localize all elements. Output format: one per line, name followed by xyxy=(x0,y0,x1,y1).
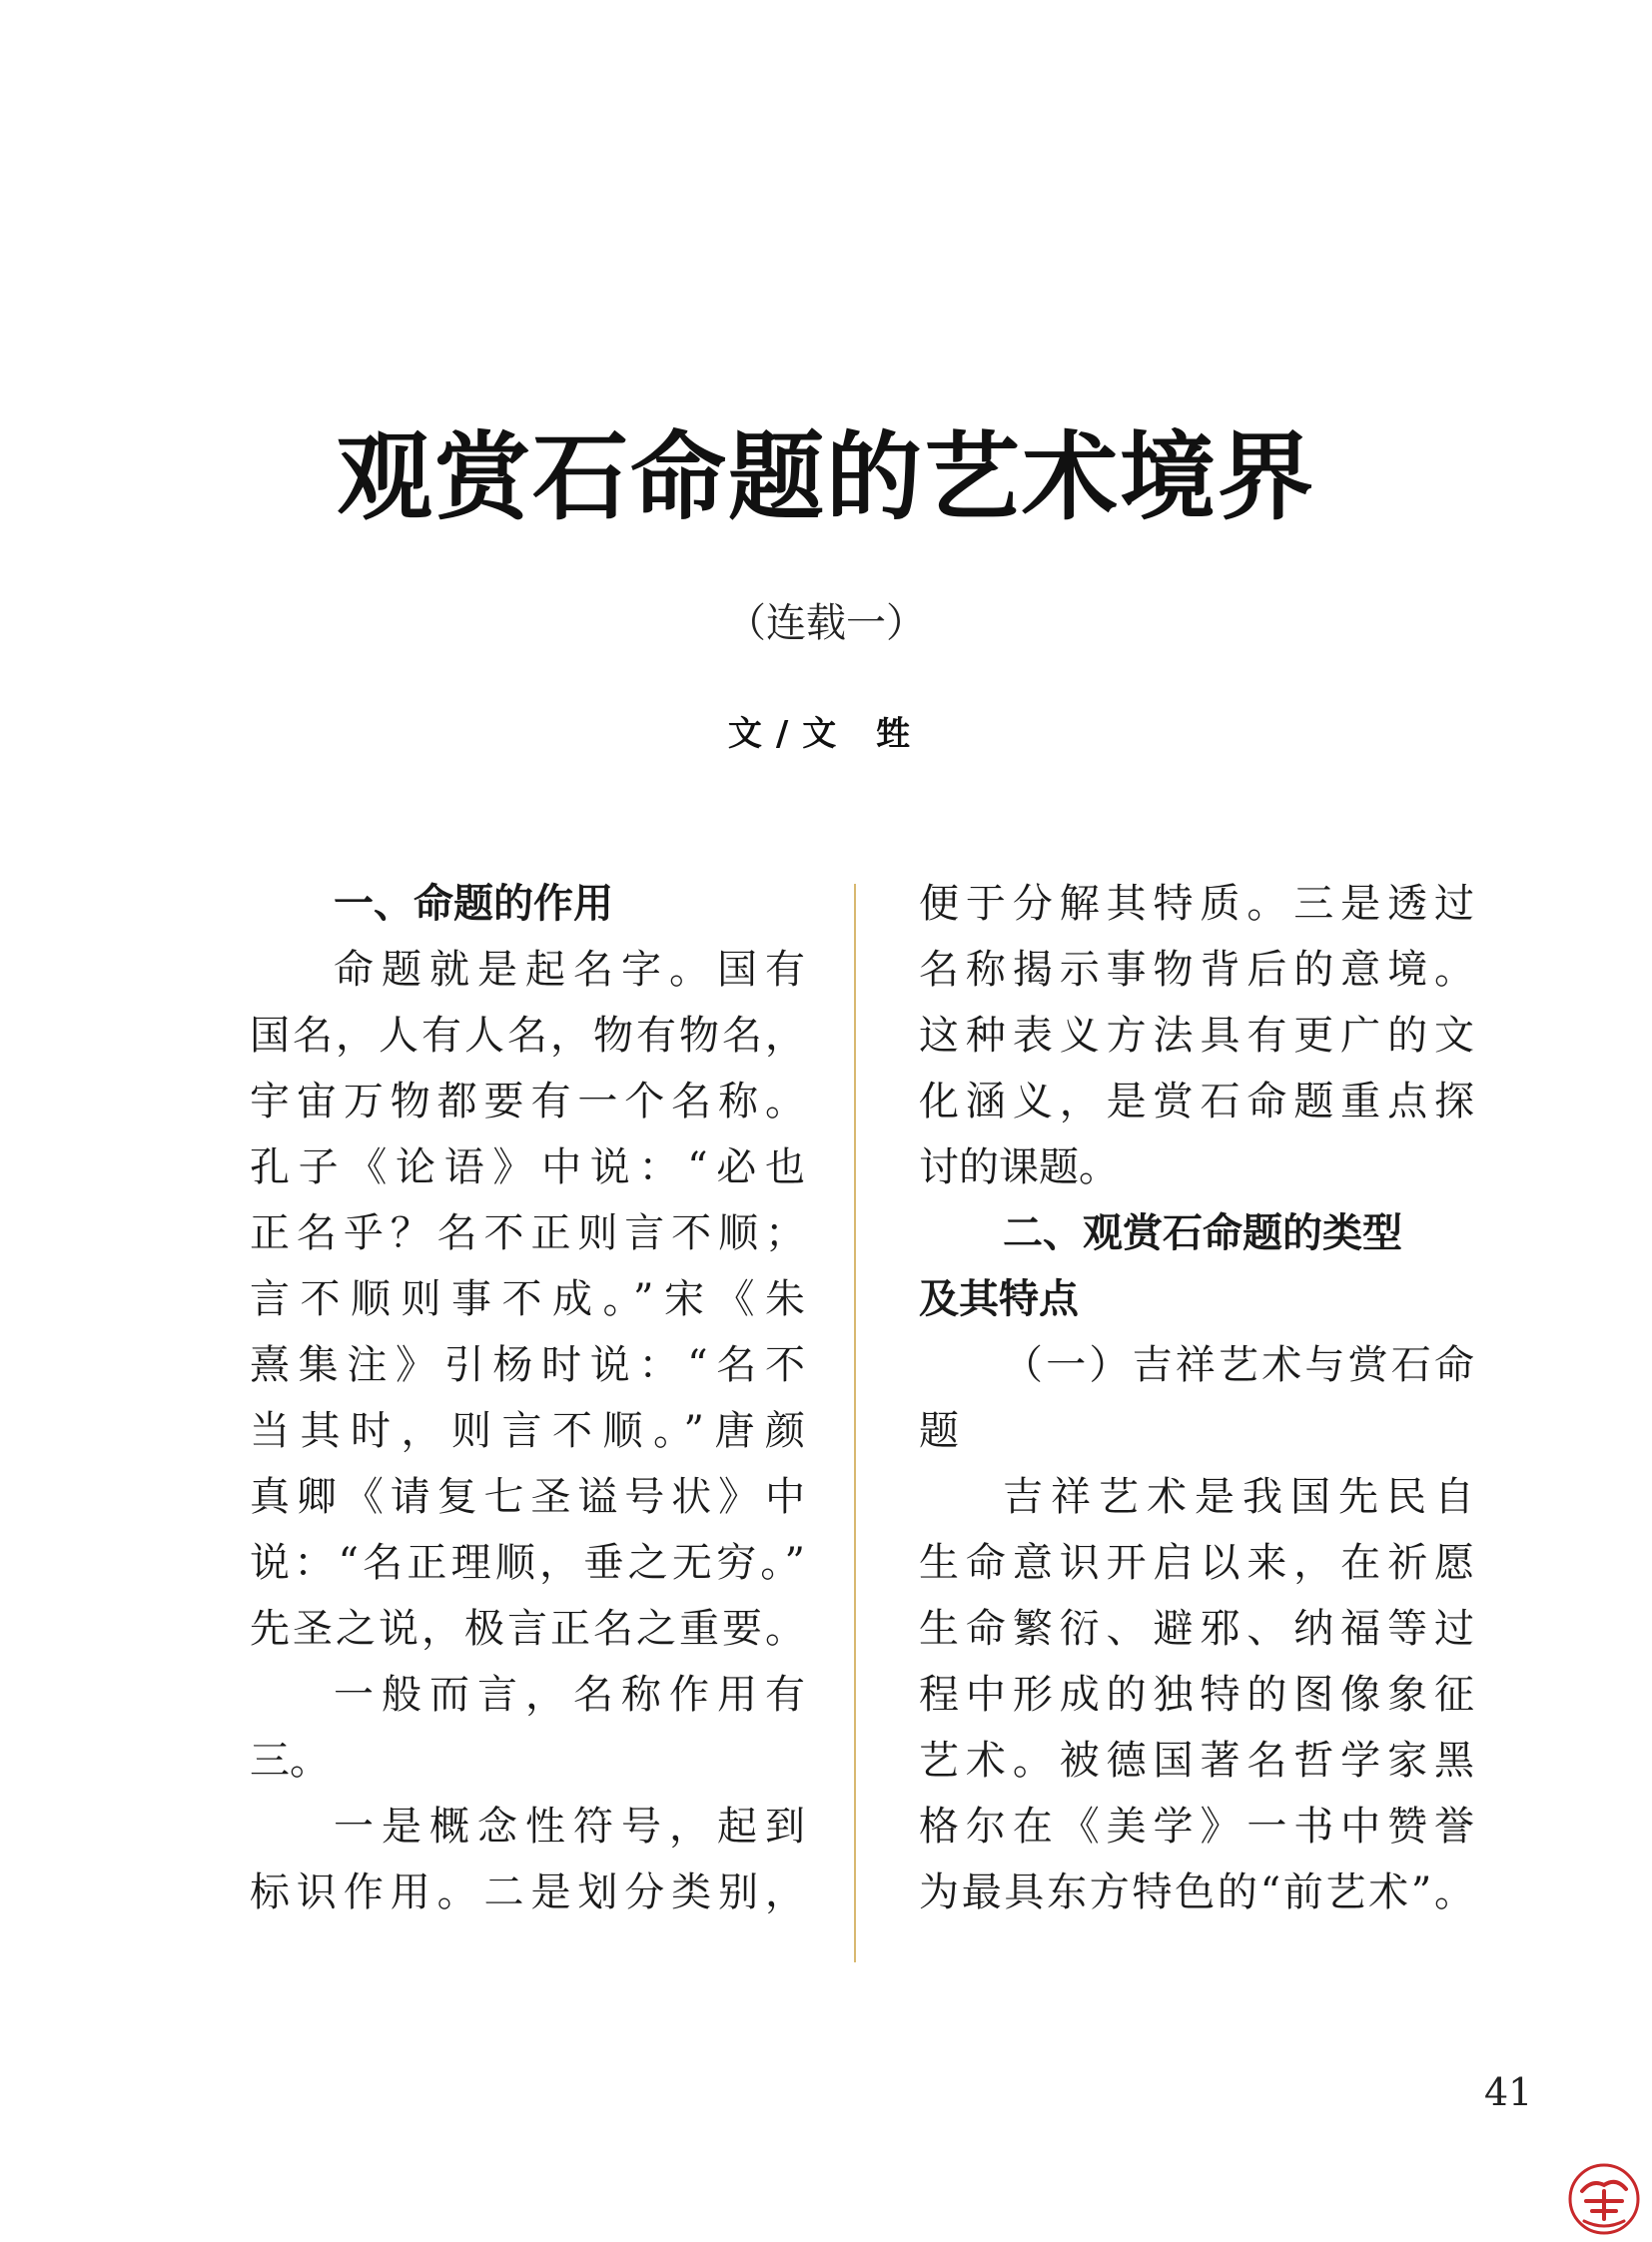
column-divider xyxy=(854,884,856,1962)
body-line: 讨的课题。 xyxy=(919,1144,1119,1190)
body-line: 先圣之说，极言正名之重要。 xyxy=(250,1606,805,1652)
body-line: 说：“名正理顺，垂之无穷。” xyxy=(250,1540,805,1586)
body-line: 熹集注》引杨时说：“名不 xyxy=(250,1342,805,1388)
section-heading: 及其特点 xyxy=(919,1276,1079,1322)
body-line: 便于分解其特质。三是透过 xyxy=(919,881,1474,927)
body-line: 吉祥艺术是我国先民自 xyxy=(1003,1474,1474,1520)
body-line: 格尔在《美学》一书中赞誉 xyxy=(919,1804,1474,1850)
body-line: 国名，人有人名，物有物名， xyxy=(250,1013,805,1059)
body-line: 为最具东方特色的“前艺术”。 xyxy=(919,1869,1474,1915)
body-line: 这种表义方法具有更广的文 xyxy=(919,1013,1474,1059)
body-line: 化涵义，是赏石命题重点探 xyxy=(919,1079,1474,1124)
left-column xyxy=(250,871,805,1925)
body-line: 三。 xyxy=(250,1738,330,1784)
body-line: 孔子《论语》中说：“必也 xyxy=(250,1144,805,1190)
section-heading: 二、观赏石命题的类型 xyxy=(1003,1210,1402,1256)
subsection-heading: （一）吉祥艺术与赏石命 xyxy=(1003,1342,1474,1388)
body-line: 宇宙万物都要有一个名称。 xyxy=(250,1079,805,1124)
body-line: 真卿《请复七圣谥号状》中 xyxy=(250,1474,805,1520)
section-heading: 一、命题的作用 xyxy=(334,881,613,927)
body-line: 正名乎？名不正则言不顺； xyxy=(250,1210,805,1256)
watermark-logo xyxy=(1564,2161,1644,2237)
right-column xyxy=(919,871,1474,1925)
body-line: 生命意识开启以来，在祈愿 xyxy=(919,1540,1474,1586)
body-line: 生命繁衍、避邪、纳福等过 xyxy=(919,1606,1474,1652)
page-number: 41 xyxy=(1484,2070,1533,2114)
body-line: 当其时，则言不顺。”唐颜 xyxy=(250,1408,805,1454)
body-line: 名称揭示事物背后的意境。 xyxy=(919,947,1474,993)
body-line: 言不顺则事不成。”宋《朱 xyxy=(250,1276,805,1322)
subsection-heading: 题 xyxy=(919,1408,959,1454)
body-line: 程中形成的独特的图像象征 xyxy=(919,1672,1474,1718)
author-byline: 文/文 甡 xyxy=(727,714,925,754)
body-line: 标识作用。二是划分类别， xyxy=(250,1869,805,1915)
body-line: 命题就是起名字。国有 xyxy=(334,947,805,993)
article-subtitle: （连载一） xyxy=(726,600,926,646)
body-line: 一般而言，名称作用有 xyxy=(334,1672,805,1718)
article-title: 观赏石命题的艺术境界 xyxy=(337,421,1315,533)
body-line: 一是概念性符号，起到 xyxy=(334,1804,805,1850)
body-line: 艺术。被德国著名哲学家黑 xyxy=(919,1738,1474,1784)
